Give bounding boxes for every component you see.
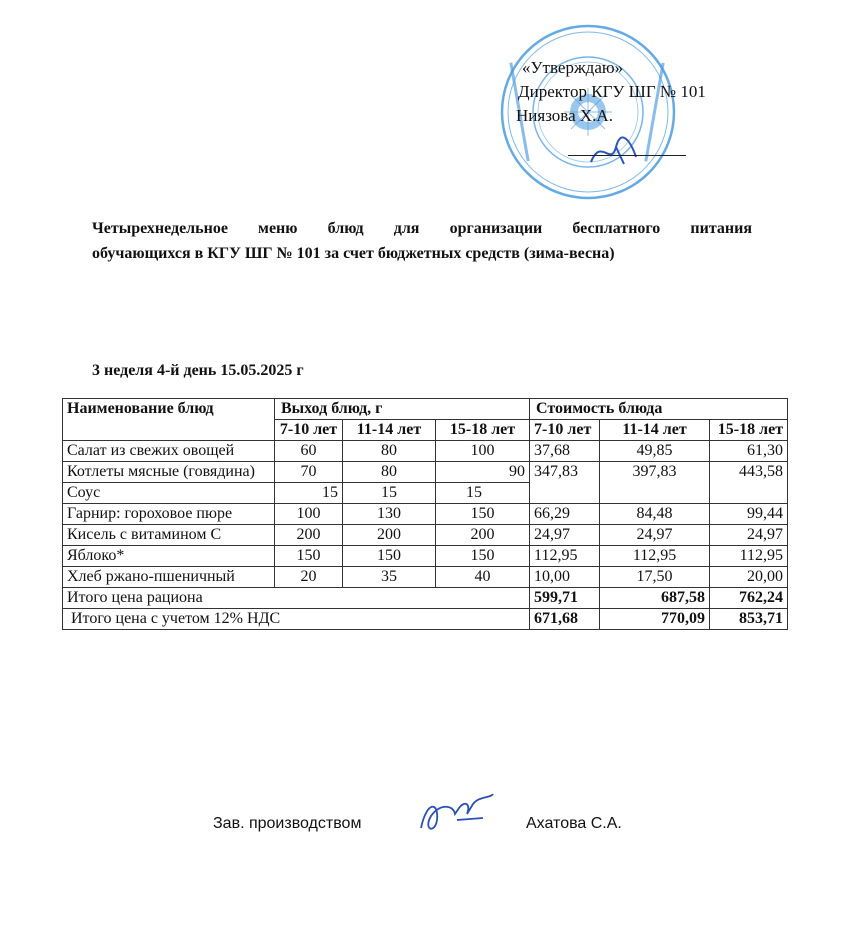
cost-7-10: 66,29: [530, 504, 600, 525]
output-15-18: 90: [436, 462, 530, 483]
table-row: [63, 441, 788, 462]
cost-15-18: 99,44: [710, 504, 788, 525]
total-vat-15-18: 853,71: [710, 609, 788, 630]
approval-block: [498, 22, 758, 202]
cost-15-18: 443,58: [710, 462, 788, 504]
dish-name: Соус: [63, 483, 275, 504]
table-row: [63, 546, 788, 567]
header-age-7-10: 7-10 лет: [275, 420, 343, 441]
output-11-14: 80: [343, 441, 436, 462]
footer-position: Зав. производством: [213, 815, 362, 832]
header-cost: Стоимость блюда: [530, 399, 788, 420]
output-7-10: 15: [275, 483, 343, 504]
cost-11-14: 84,48: [600, 504, 710, 525]
approval-director-name: Ниязова Х.А.: [516, 106, 613, 125]
dish-name: Салат из свежих овощей: [63, 441, 275, 462]
output-7-10: 70: [275, 462, 343, 483]
dish-name: Котлеты мясные (говядина): [63, 462, 275, 483]
cost-11-14: 17,50: [600, 567, 710, 588]
cost-15-18: 24,97: [710, 525, 788, 546]
output-7-10: 60: [275, 441, 343, 462]
total-vat-label: Итого цена с учетом 12% НДС: [63, 609, 530, 630]
signature-line: [568, 155, 686, 156]
approval-title: «Утверждаю»: [522, 58, 624, 77]
output-15-18: 150: [436, 504, 530, 525]
approval-director: Директор КГУ ШГ № 101: [518, 82, 706, 101]
cost-15-18: 112,95: [710, 546, 788, 567]
total-vat-7-10: 671,68: [530, 609, 600, 630]
menu-table: [62, 398, 788, 630]
cost-11-14: 112,95: [600, 546, 710, 567]
week-day-label: 3 неделя 4-й день 15.05.2025 г: [92, 362, 304, 379]
manager-signature: [413, 790, 503, 840]
footer-name: Ахатова С.А.: [526, 815, 622, 832]
total-label: Итого цена рациона: [63, 588, 530, 609]
output-15-18: 200: [436, 525, 530, 546]
table-row: [63, 462, 788, 483]
output-7-10: 100: [275, 504, 343, 525]
header-row-1: [63, 399, 788, 420]
total-vat-row: [63, 609, 788, 630]
cost-7-10: 37,68: [530, 441, 600, 462]
director-signature: [586, 132, 646, 172]
output-11-14: 130: [343, 504, 436, 525]
cost-15-18: 20,00: [710, 567, 788, 588]
cost-7-10: 24,97: [530, 525, 600, 546]
output-11-14: 80: [343, 462, 436, 483]
header-output: Выход блюд, г: [275, 399, 530, 420]
output-15-18: 15: [436, 483, 530, 504]
total-row: [63, 588, 788, 609]
dish-name: Хлеб ржано-пшеничный: [63, 567, 275, 588]
dish-name: Яблоко*: [63, 546, 275, 567]
output-7-10: 200: [275, 525, 343, 546]
table-row: [63, 525, 788, 546]
output-11-14: 15: [343, 483, 436, 504]
dish-name: Гарнир: гороховое пюре: [63, 504, 275, 525]
cost-11-14: 24,97: [600, 525, 710, 546]
total-7-10: 599,71: [530, 588, 600, 609]
output-15-18: 100: [436, 441, 530, 462]
document-title: [92, 216, 752, 266]
header-cost-age-15-18: 15-18 лет: [710, 420, 788, 441]
output-11-14: 150: [343, 546, 436, 567]
header-cost-age-11-14: 11-14 лет: [600, 420, 710, 441]
title-line-1: Четырехнедельное меню блюд для организации бесплатного питания: [92, 220, 752, 237]
total-11-14: 687,58: [600, 588, 710, 609]
output-11-14: 35: [343, 567, 436, 588]
output-7-10: 150: [275, 546, 343, 567]
output-11-14: 200: [343, 525, 436, 546]
cost-7-10: 347,83: [530, 462, 600, 504]
cost-11-14: 397,83: [600, 462, 710, 504]
total-15-18: 762,24: [710, 588, 788, 609]
header-age-11-14: 11-14 лет: [343, 420, 436, 441]
output-15-18: 40: [436, 567, 530, 588]
header-age-15-18: 15-18 лет: [436, 420, 530, 441]
table-row: [63, 504, 788, 525]
cost-15-18: 61,30: [710, 441, 788, 462]
cost-7-10: 112,95: [530, 546, 600, 567]
table-row: [63, 567, 788, 588]
header-cost-age-7-10: 7-10 лет: [530, 420, 600, 441]
cost-11-14: 49,85: [600, 441, 710, 462]
dish-name: Кисель с витамином С: [63, 525, 275, 546]
output-7-10: 20: [275, 567, 343, 588]
output-15-18: 150: [436, 546, 530, 567]
cost-7-10: 10,00: [530, 567, 600, 588]
total-vat-11-14: 770,09: [600, 609, 710, 630]
header-dish-name: Наименование блюд: [63, 399, 275, 441]
title-line-2: обучающихся в КГУ ШГ № 101 за счет бюджетных средств (зима-весна): [92, 245, 615, 262]
